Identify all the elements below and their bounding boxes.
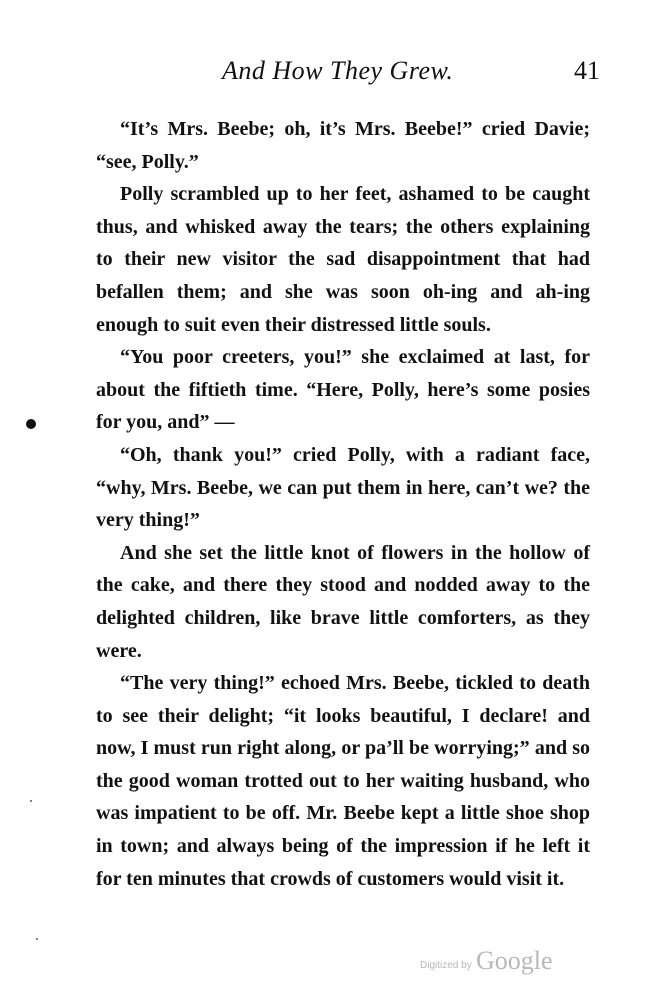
paragraph: “It’s Mrs. Beebe; oh, it’s Mrs. Beebe!” cried Davie; “see, Polly.” xyxy=(96,118,590,173)
paragraph: “The very thing!” echoed Mrs. Beebe, tickled to death to see their delight; “it looks beautiful, I declare! and now, I must run right along, or pa’ll be worrying;” and so the good woman trotted out to her waiting husband, who was impatient to be off. Mr. Beebe kept a little shoe shop in town; and always being of the impression if he left it for ten minutes that crowds of customers would visit it. xyxy=(96,672,590,890)
running-title: And How They Grew. xyxy=(222,56,454,85)
google-logo: Google xyxy=(476,946,553,975)
body-text xyxy=(96,113,590,895)
paragraph: “Oh, thank you!” cried Polly, with a radiant face, “why, Mrs. Beebe, we can put them in here, can’t we? the very thing!” xyxy=(96,443,590,532)
digitized-watermark xyxy=(420,946,570,980)
paragraph: Polly scrambled up to her feet, ashamed to be caught thus, and whisked away the tears; the others explaining to their new visitor the sad disappointment that had befallen them; and she was soon oh-ing and ah-ing enough to suit even their distressed little souls. xyxy=(96,183,590,336)
page-header xyxy=(222,56,600,96)
paragraph: “You poor creeters, you!” she exclaimed at last, for about the fiftieth time. “Here, Polly, here’s some posies for you, and” — xyxy=(96,346,590,434)
margin-speck xyxy=(30,800,32,802)
page-number: 41 xyxy=(574,56,600,85)
paragraph: And she set the little knot of flowers in the hollow of the cake, and there they stood and nodded away to the delighted children, like brave little comforters, as they were. xyxy=(96,541,590,662)
watermark-prefix: Digitized by xyxy=(420,960,472,971)
margin-ink-dot xyxy=(26,419,36,429)
margin-speck xyxy=(36,938,38,940)
